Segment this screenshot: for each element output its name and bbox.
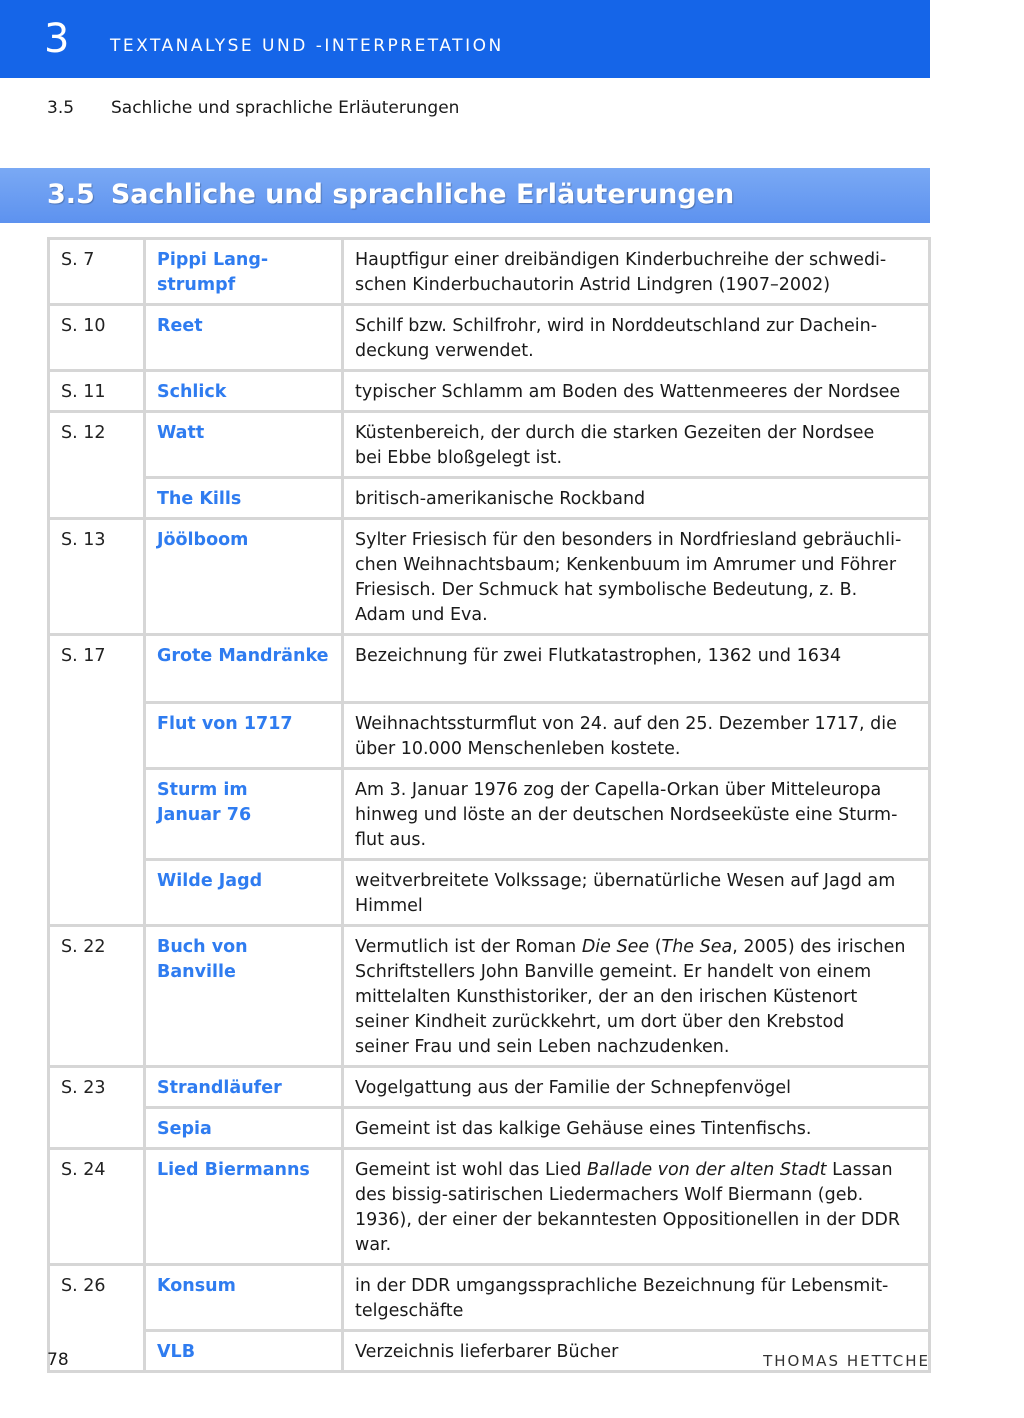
table-row <box>49 412 930 478</box>
term-cell <box>145 1108 343 1149</box>
term-cell <box>145 305 343 371</box>
description-text: war. <box>355 1235 392 1255</box>
running-head <box>47 98 459 118</box>
term-text: Sturm im <box>157 780 248 800</box>
table-row <box>49 1067 930 1108</box>
description-text: Adam und Eva. <box>355 605 488 625</box>
description-text: in der DDR umgangssprachliche Bezeichnung für Lebensmit- <box>355 1276 889 1296</box>
table-row <box>49 519 930 635</box>
chapter-title: TEXTANALYSE UND -INTERPRETATION <box>110 36 504 56</box>
term-text: Wilde Jagd <box>157 871 263 891</box>
table-row <box>49 703 930 769</box>
page-reference: S. 22 <box>49 926 145 1067</box>
italic-title: The Sea <box>661 937 733 957</box>
table-row <box>49 860 930 926</box>
term-text: Buch von <box>157 937 248 957</box>
description-cell <box>343 635 930 703</box>
description-text: hinweg und löste an der deutschen Nordseeküste eine Sturm- <box>355 805 898 825</box>
term-text: Jöölboom <box>157 530 249 550</box>
glossary-table <box>47 237 931 1373</box>
section-heading-band <box>0 168 930 223</box>
description-text: Schilf bzw. Schilfrohr, wird in Norddeutschland zur Dachein- <box>355 316 878 336</box>
table-row <box>49 305 930 371</box>
description-text: Schriftstellers John Banville gemeint. Er handelt von einem <box>355 962 872 982</box>
description-text: des bissig-satirischen Liedermachers Wolf Biermann (geb. <box>355 1185 864 1205</box>
term-cell <box>145 860 343 926</box>
page-reference: S. 17 <box>49 635 145 926</box>
description-cell <box>343 478 930 519</box>
description-text: Am 3. Januar 1976 zog der Capella-Orkan über Mitteleuropa <box>355 780 882 800</box>
section-title: Sachliche und sprachliche Erläuterungen <box>110 179 735 210</box>
description-cell <box>343 519 930 635</box>
description-text: mittelalten Kunsthistoriker, der an den irischen Küstenort <box>355 987 858 1007</box>
term-cell <box>145 478 343 519</box>
description-text: Friesisch. Der Schmuck hat symbolische Bedeutung, z. B. <box>355 580 858 600</box>
term-cell <box>145 371 343 412</box>
term-text: Pippi Lang- <box>157 250 269 270</box>
description-text: schen Kinderbuchautorin Astrid Lindgren (1907–2002) <box>355 275 831 295</box>
term-text: The Kills <box>157 489 242 509</box>
description-text: Weihnachtssturmflut von 24. auf den 25. Dezember 1717, die <box>355 714 897 734</box>
table-row <box>49 478 930 519</box>
description-text: deckung verwendet. <box>355 341 534 361</box>
description-text: 1936), der einer der bekanntesten Oppositionellen in der DDR <box>355 1210 901 1230</box>
footer-author: THOMAS HETTCHE <box>763 1352 930 1370</box>
description-text: über 10.000 Menschenleben kostete. <box>355 739 681 759</box>
description-text: ( <box>649 937 662 957</box>
term-cell <box>145 926 343 1067</box>
description-text: chen Weihnachtsbaum; Kenkenbuum im Amrumer und Föhrer <box>355 555 897 575</box>
glossary-table-body <box>49 239 930 1372</box>
term-cell <box>145 703 343 769</box>
description-text: Verzeichnis lieferbarer Bücher <box>355 1342 619 1362</box>
term-text: Strandläufer <box>157 1078 282 1098</box>
table-row <box>49 1265 930 1331</box>
term-text: Reet <box>157 316 203 336</box>
term-text: Watt <box>157 423 205 443</box>
page-reference: S. 10 <box>49 305 145 371</box>
chapter-number: 3 <box>44 16 70 62</box>
description-text: telgeschäfte <box>355 1301 464 1321</box>
description-text: Vogelgattung aus der Familie der Schnepfenvögel <box>355 1078 791 1098</box>
page-number: 78 <box>47 1350 69 1370</box>
description-cell <box>343 703 930 769</box>
page-reference: S. 7 <box>49 239 145 305</box>
term-text: strumpf <box>157 275 236 295</box>
term-cell <box>145 239 343 305</box>
running-section-number: 3.5 <box>47 98 75 118</box>
description-text: seiner Kindheit zurückkehrt, um dort über den Krebstod <box>355 1012 845 1032</box>
description-text: Hauptfigur einer dreibändigen Kinderbuchreihe der schwedi- <box>355 250 887 270</box>
term-text: Sepia <box>157 1119 212 1139</box>
term-text: Flut von 1717 <box>157 714 293 734</box>
page-reference: S. 24 <box>49 1149 145 1265</box>
section-heading <box>47 179 734 210</box>
term-cell <box>145 1331 343 1372</box>
description-text: flut aus. <box>355 830 427 850</box>
page-reference: S. 23 <box>49 1067 145 1149</box>
term-text: Schlick <box>157 382 227 402</box>
page-reference: S. 26 <box>49 1265 145 1372</box>
italic-title: Ballade von der alten Stadt <box>587 1160 827 1180</box>
description-text: Lassan <box>826 1160 893 1180</box>
term-text: VLB <box>157 1342 196 1362</box>
description-cell <box>343 305 930 371</box>
description-text: , 2005) des irischen <box>732 937 906 957</box>
description-text: britisch-amerikanische Rockband <box>355 489 646 509</box>
table-row <box>49 769 930 860</box>
term-text: Konsum <box>157 1276 236 1296</box>
description-text: Bezeichnung für zwei Flutkatastrophen, 1362 und 1634 <box>355 646 842 666</box>
term-cell <box>145 1265 343 1331</box>
description-text: seiner Frau und sein Leben nachzudenken. <box>355 1037 730 1057</box>
description-text: Vermutlich ist der Roman <box>355 937 582 957</box>
table-row <box>49 1149 930 1265</box>
term-cell <box>145 1067 343 1108</box>
description-text: Gemeint ist wohl das Lied <box>355 1160 588 1180</box>
description-cell <box>343 1108 930 1149</box>
section-number: 3.5 <box>47 179 95 210</box>
term-cell <box>145 635 343 703</box>
page-reference: S. 11 <box>49 371 145 412</box>
italic-title: Die See <box>581 937 650 957</box>
table-row <box>49 635 930 703</box>
term-text: Banville <box>157 962 236 982</box>
description-text: weitverbreitete Volkssage; übernatürliche Wesen auf Jagd am <box>355 871 896 891</box>
description-cell <box>343 769 930 860</box>
table-row <box>49 926 930 1067</box>
table-row <box>49 1108 930 1149</box>
page-reference: S. 12 <box>49 412 145 519</box>
description-cell <box>343 371 930 412</box>
table-row <box>49 371 930 412</box>
term-text: Januar 76 <box>157 805 252 825</box>
description-cell <box>343 1265 930 1331</box>
description-cell <box>343 860 930 926</box>
chapter-header-band <box>0 0 930 78</box>
term-text: Lied Biermanns <box>157 1160 310 1180</box>
term-cell <box>145 1149 343 1265</box>
page-reference: S. 13 <box>49 519 145 635</box>
description-text: typischer Schlamm am Boden des Wattenmeeres der Nordsee <box>355 382 901 402</box>
description-cell <box>343 1149 930 1265</box>
term-cell <box>145 769 343 860</box>
description-text: Himmel <box>355 896 423 916</box>
description-text: Küstenbereich, der durch die starken Gezeiten der Nordsee <box>355 423 875 443</box>
running-section-title: Sachliche und sprachliche Erläuterungen <box>111 98 460 118</box>
description-text: Gemeint ist das kalkige Gehäuse eines Tintenfischs. <box>355 1119 812 1139</box>
term-cell <box>145 519 343 635</box>
table-row <box>49 239 930 305</box>
term-text: Grote Mandränke <box>157 646 329 666</box>
description-cell <box>343 1067 930 1108</box>
description-text: Sylter Friesisch für den besonders in Nordfriesland gebräuchli- <box>355 530 902 550</box>
description-cell <box>343 926 930 1067</box>
description-text: bei Ebbe bloßgelegt ist. <box>355 448 563 468</box>
description-cell <box>343 239 930 305</box>
description-cell <box>343 412 930 478</box>
term-cell <box>145 412 343 478</box>
